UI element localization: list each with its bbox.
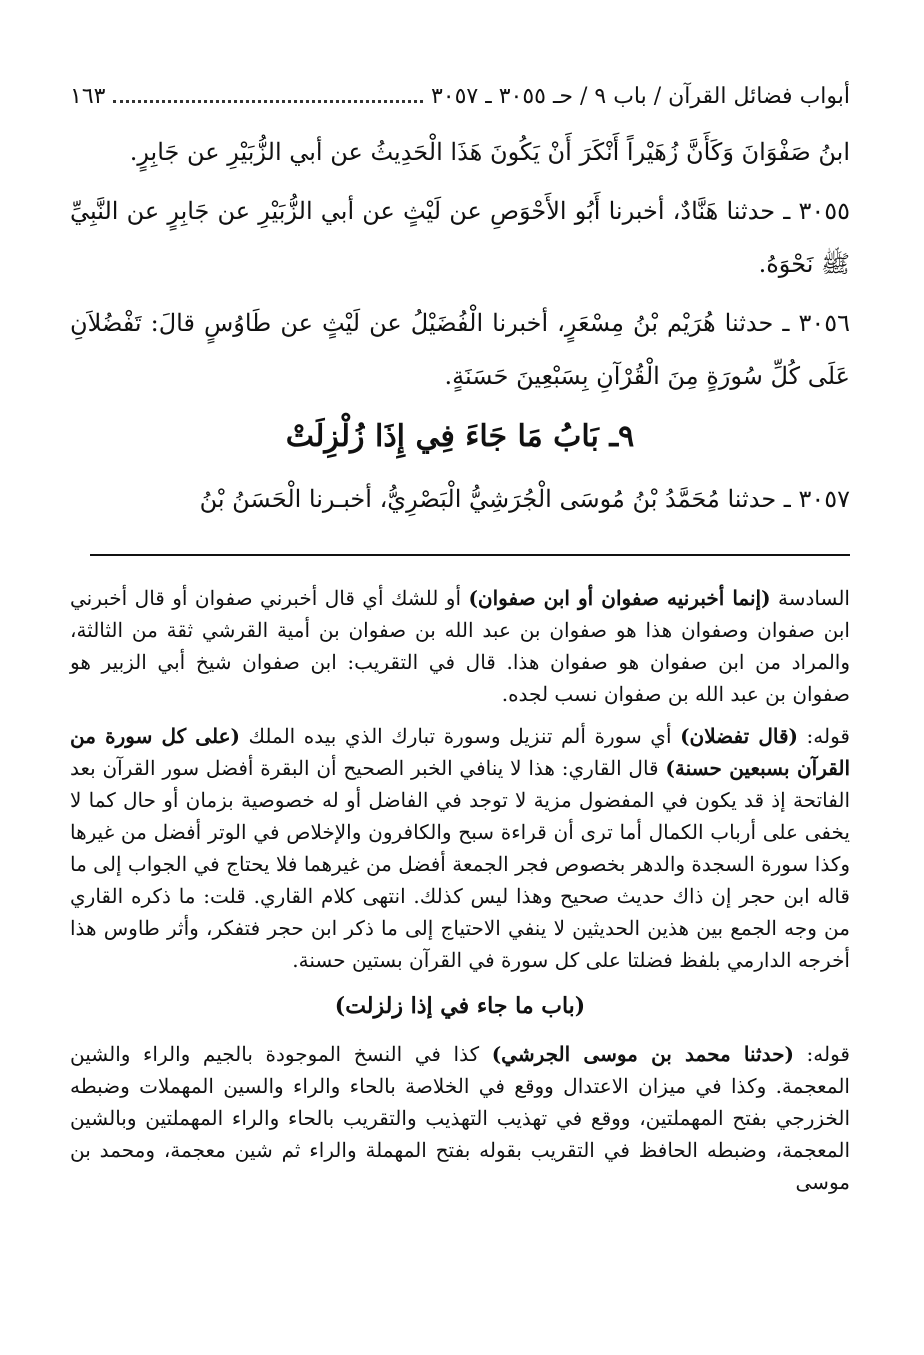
commentary-text: أو للشك أي قال أخبرني صفوان أو قال أخبرني ابن صفوان وصفوان هذا هو صفوان بن عبد الله بن صفوان بن أمية القرشي ثقة من الثالثة، والمراد من ابن صفوان هو صفوان هذا. قال في التقريب: ابن صفوان شيخ أبي الزبير هو صفوان بن عبد الله بن صفوان نسب لجده. (70, 586, 850, 706)
commentary-paragraph-1 (70, 582, 850, 710)
commentary-text: قال القاري: هذا لا ينافي الخبر الصحيح أن البقرة أفضل سور القرآن بعد الفاتحة إذ قد يكون في المفضول مزية لا توجد في الفاضل أو له خصوصية بزمان أو حال كما لا يخفى على أرباب الكمال أما ترى أن قراءة سبح والكافرون والإخلاص في الوتر أفضل من غيرها وكذا سورة السجدة والدهر بخصوص فجر الجمعة أفضل من غيرهما فلا يحتاج في الجواب إلى ما قاله ابن حجر إن ذاك حديث صحيح وهذا ليس كذلك. انتهى كلام القاري. قلت: ما ذكره القاري من وجه الجمع بين هذين الحديثين لا ينفي الاحتياج إلى ما ذكر ابن حجر فتفكر، وأثر طاوس هذا أخرجه الدارمي بلفظ فضلتا على كل سورة في القرآن بستين حسنة. (70, 756, 850, 972)
book-page (70, 82, 850, 1337)
commentary (70, 582, 850, 1208)
quoted-phrase: (على كل سورة من القرآن بسبعين حسنة) (70, 724, 850, 780)
quoted-phrase: (حدثنا محمد بن موسى الجرشي) (491, 1042, 794, 1066)
hadith-3056: ٣٠٥٦ ـ حدثنا هُرَيْم بْنُ مِسْعَرٍ، أخبرنا الْفُضَيْلُ عن لَيْثٍ عن طَاوُسٍ قالَ: تَفْضُلاَنِ عَلَى كُلِّ سُورَةٍ مِنَ الْقُرْآنِ بِسَبْعِينَ حَسَنَةٍ. (70, 309, 850, 390)
quoted-phrase: (قال تفضلان) (680, 724, 798, 748)
main-paragraph-1: ابنُ صَفْوَانَ وَكَأَنَّ زُهَيْراً أَنْكَرَ أَنْ يَكُونَ هَذَا الْحَدِيثُ عن أبي الزُّبَيْرِ عن جَابِرٍ. (129, 138, 850, 166)
commentary-sub-heading: (باب ما جاء في إذا زلزلت) (334, 993, 586, 1019)
footnote-divider (90, 554, 850, 556)
running-header-title: أبواب فضائل القرآن / باب ٩ / حـ ٣٠٥٥ ـ ٣٠٥٧ (430, 84, 850, 109)
dotted-leader (113, 100, 423, 103)
commentary-paragraph-3 (70, 1038, 850, 1198)
chapter-heading: ٩ـ بَابُ مَا جَاءَ فِي إِذَا زُلْزِلَتْ (285, 419, 635, 454)
running-header (70, 82, 850, 116)
commentary-text: السادسة (770, 586, 850, 610)
hadith-3055: ٣٠٥٥ ـ حدثنا هَنَّادٌ، أخبرنا أَبُو الأَحْوَصِ عن لَيْثٍ عن أبي الزُّبَيْرِ عن جَابِرٍ عن النَّبِيِّ ﷺ نَحْوَهُ. (70, 197, 850, 278)
commentary-text: أي سورة ألم تنزيل وسورة تبارك الذي بيده الملك (240, 724, 681, 748)
main-text (70, 126, 850, 526)
commentary-text: كذا في النسخ الموجودة بالجيم والراء والشين المعجمة. وكذا في ميزان الاعتدال ووقع في الخلاصة بالحاء والراء والسين المهملات وضبطه الخزرجي بفتح المهملتين، ووقع في تهذيب التهذيب والتقريب بالحاء والراء المهملتين وبالشين المعجمة، وضبطه الحافظ في التقريب بقوله بفتح المهملة والراء ثم شين معجمة، ومحمد بن موسى (70, 1042, 851, 1194)
commentary-paragraph-2 (70, 720, 850, 976)
commentary-text: قوله: (797, 724, 850, 748)
hadith-3057: ٣٠٥٧ ـ حدثنا مُحَمَّدُ بْنُ مُوسَى الْجُرَشِيُّ الْبَصْرِيُّ، أخبـرنا الْحَسَنُ بْنُ (199, 485, 850, 513)
quoted-phrase: (إنما أخبرنيه صفوان أو ابن صفوان) (468, 586, 771, 610)
page-number: ١٦٣ (70, 84, 106, 109)
commentary-text: قوله: (793, 1042, 850, 1066)
